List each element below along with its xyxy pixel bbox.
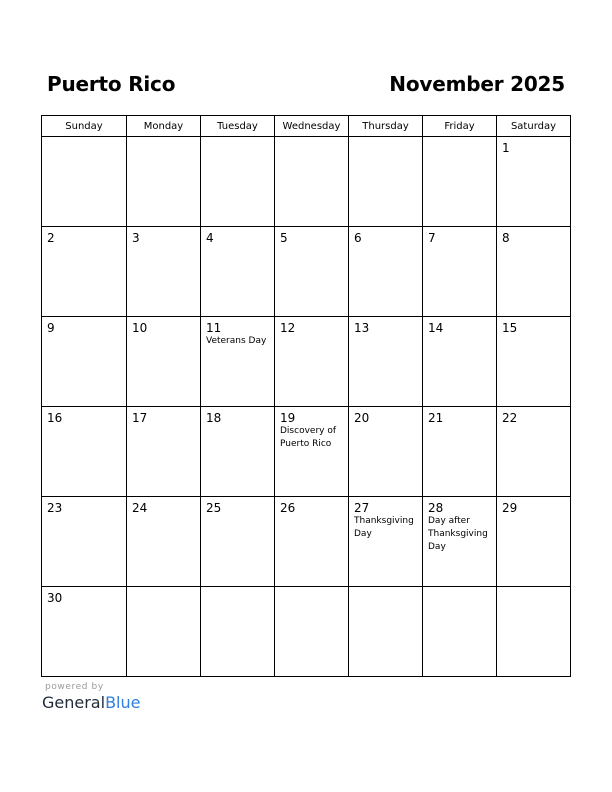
day-number: 11 (206, 321, 222, 335)
day-number: 1 (502, 141, 510, 155)
day-cell (127, 317, 201, 407)
week-row (42, 587, 571, 677)
day-cell (201, 227, 275, 317)
day-cell (201, 137, 275, 227)
brand-blue-text: Blue (105, 693, 141, 712)
day-cell (423, 587, 497, 677)
weekday-friday: Friday (423, 116, 497, 137)
day-number: 23 (47, 501, 63, 515)
weekday-tuesday: Tuesday (201, 116, 275, 137)
day-cell (497, 497, 571, 587)
day-number: 27 (354, 501, 370, 515)
day-cell (423, 227, 497, 317)
day-cell (127, 497, 201, 587)
day-number: 10 (132, 321, 148, 335)
day-cell (127, 137, 201, 227)
day-number: 3 (132, 231, 140, 245)
generalblue-logo[interactable] (42, 693, 140, 713)
day-cell (42, 137, 127, 227)
day-cell (423, 137, 497, 227)
weekday-sunday: Sunday (42, 116, 127, 137)
day-cell (349, 497, 423, 587)
day-cell (42, 497, 127, 587)
day-cell (275, 317, 349, 407)
week-row (42, 497, 571, 587)
day-cell (275, 497, 349, 587)
day-number: 29 (502, 501, 518, 515)
day-number: 17 (132, 411, 148, 425)
brand-general-text: General (42, 693, 106, 712)
week-row (42, 137, 571, 227)
day-number: 7 (428, 231, 436, 245)
weekday-saturday: Saturday (497, 116, 571, 137)
holiday-label: Discovery of Puerto Rico (280, 426, 336, 449)
day-cell (127, 407, 201, 497)
calendar-grid (41, 115, 571, 677)
day-cell (497, 317, 571, 407)
weekday-thursday: Thursday (349, 116, 423, 137)
day-cell (275, 137, 349, 227)
day-number: 9 (47, 321, 55, 335)
day-cell (42, 587, 127, 677)
day-cell (275, 587, 349, 677)
day-cell (497, 137, 571, 227)
day-cell (349, 317, 423, 407)
weekday-wednesday: Wednesday (275, 116, 349, 137)
country-title: Puerto Rico (47, 72, 176, 96)
month-year-title: November 2025 (389, 72, 565, 96)
day-number: 5 (280, 231, 288, 245)
day-number: 22 (502, 411, 518, 425)
day-number: 20 (354, 411, 370, 425)
day-cell (349, 227, 423, 317)
day-number: 18 (206, 411, 222, 425)
day-number: 2 (47, 231, 55, 245)
day-cell (201, 587, 275, 677)
day-number: 12 (280, 321, 296, 335)
day-number: 8 (502, 231, 510, 245)
holiday-label: Thanksgiving Day (354, 516, 414, 539)
day-number: 24 (132, 501, 148, 515)
day-cell (201, 497, 275, 587)
powered-by-label: powered by (45, 682, 104, 692)
day-cell (423, 407, 497, 497)
day-cell (423, 497, 497, 587)
day-cell (201, 407, 275, 497)
weekday-header-row (42, 116, 571, 137)
day-number: 26 (280, 501, 296, 515)
day-number: 13 (354, 321, 370, 335)
day-number: 14 (428, 321, 444, 335)
day-number: 6 (354, 231, 362, 245)
day-cell (127, 587, 201, 677)
week-row (42, 407, 571, 497)
day-cell (497, 407, 571, 497)
weekday-monday: Monday (127, 116, 201, 137)
day-number: 28 (428, 501, 444, 515)
day-cell (497, 227, 571, 317)
day-cell (275, 407, 349, 497)
day-number: 25 (206, 501, 222, 515)
day-cell (42, 227, 127, 317)
week-row (42, 317, 571, 407)
day-cell (349, 587, 423, 677)
day-number: 19 (280, 411, 296, 425)
week-row (42, 227, 571, 317)
day-number: 30 (47, 591, 63, 605)
day-cell (349, 407, 423, 497)
day-cell (42, 407, 127, 497)
day-cell (349, 137, 423, 227)
day-number: 15 (502, 321, 518, 335)
holiday-label: Veterans Day (206, 336, 267, 346)
day-cell (127, 227, 201, 317)
day-cell (275, 227, 349, 317)
day-cell (201, 317, 275, 407)
day-cell (497, 587, 571, 677)
day-number: 4 (206, 231, 214, 245)
day-cell (42, 317, 127, 407)
day-number: 21 (428, 411, 444, 425)
day-cell (423, 317, 497, 407)
holiday-label: Day after Thanksgiving Day (428, 516, 488, 552)
day-number: 16 (47, 411, 63, 425)
